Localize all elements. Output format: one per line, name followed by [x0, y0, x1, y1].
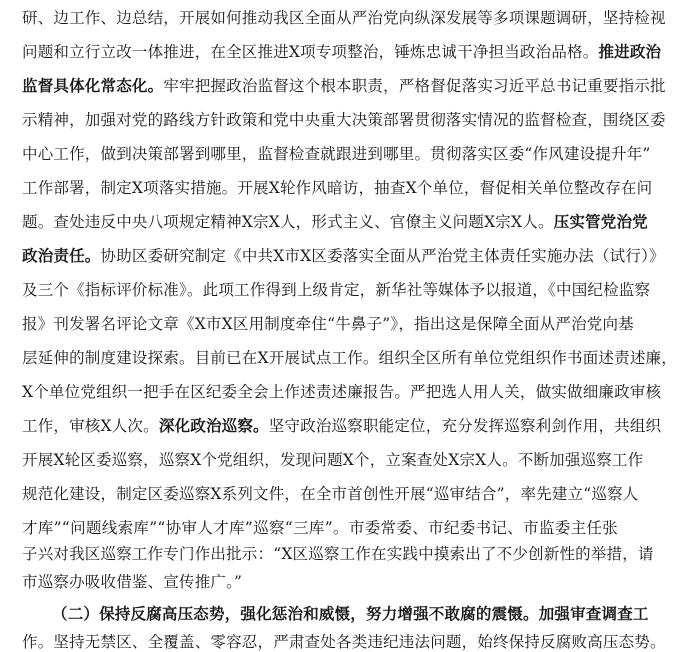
- text-line-14: 开展X轮区委巡察，巡察X个党组织，发现问题X个，立案查处X宗X人。不断加强巡察工作: [22, 451, 644, 469]
- heading-party-responsibility-b: 政治责任。: [22, 246, 101, 265]
- text-line-7: 题。查处违反中央八项规定精神X宗X人，形式主义、官僚主义问题X宗X人。压实管党治党: [22, 212, 648, 231]
- text-line-12: X个单位党组织一把手在区纪委全会上作述责述廉报告。严把选人用人关，做实做细廉政审核: [22, 383, 662, 401]
- heading-political-supervision-b: 监督具体化常态化。: [22, 76, 164, 95]
- heading-political-supervision-a: 推进政治: [598, 42, 662, 61]
- text-line-5: 中心工作，做到决策部署到哪里，监督检查就跟进到哪里。贯彻落实区委“作风建设提升年”: [22, 145, 651, 163]
- text-line-4: 示精神，加强对党的路线方针政策和党中央重大决策部署贯彻落实情况的监督检查，围绕区委: [22, 111, 666, 129]
- text-line-6: 工作部署，制定X项落实措施。开展X轮作风暗访，抽查X个单位，督促相关单位整改存在问: [22, 179, 653, 197]
- text-line-15: 规范化建设，制定区委巡察X系列文件，在全市首创性开展“巡审结合”，率先建立“巡察人: [22, 485, 639, 503]
- text-line-11: 层延伸的制度建设探索。目前已在X开展试点工作。组织全区所有单位党组织作书面述责述廉，: [22, 349, 677, 367]
- text-line-16: 才库”“问题线索库”“协审人才库”巡察“三库”。市委常委、市纪委书记、市监委主任张: [22, 519, 618, 537]
- text-line-9: 及三个《指标评价标准》。此项工作得到上级肯定，新华社等媒体予以报道，《中国纪检监察: [22, 281, 651, 299]
- text-line-2: 问题和立行立改一体推进，在全区推进X项专项整治，锤炼忠诚干净担当政治品格。推进政治: [22, 42, 662, 61]
- section-heading-anti-corruption: （二）保持反腐高压态势，强化惩治和威慑，努力增强不敢腐的震慑。加强审查调查工: [52, 604, 649, 623]
- text-line-1: 研、边工作、边总结，开展如何推动我区全面从严治党向纵深发展等多项课题调研，坚持检视: [22, 9, 666, 27]
- text-line-10: 报》刊发署名评论文章《X市X区用制度牵住“牛鼻子”》，指出这是保障全面从严治党向基: [22, 315, 634, 333]
- text-line-3: 监督具体化常态化。牢牢把握政治监督这个根本职责，严格督促落实习近平总书记重要指示批: [22, 76, 666, 95]
- heading-political-inspection: 深化政治巡察。: [158, 416, 269, 435]
- text-line-13: 工作，审核X人次。深化政治巡察。坚守政治巡察职能定位，充分发挥巡察利剑作用，共组织: [22, 416, 662, 435]
- text-line-20: 作。坚持无禁区、全覆盖、零容忍，严肃查处各类违纪违法问题，始终保持反腐败高压态势。: [22, 633, 666, 651]
- text-line-8: 政治责任。协助区委研究制定《中共X市X区委落实全面从严治党主体责任实施办法（试行）》: [22, 246, 665, 265]
- text-line-17: 子兴对我区巡察工作专门作出批示：“X区巡察工作在实践中摸索出了不少创新性的举措，请: [22, 545, 654, 563]
- text-line-18: 市巡察办吸收借鉴、宣传推广。”: [22, 573, 243, 591]
- heading-party-responsibility-a: 压实管党治党: [553, 212, 648, 231]
